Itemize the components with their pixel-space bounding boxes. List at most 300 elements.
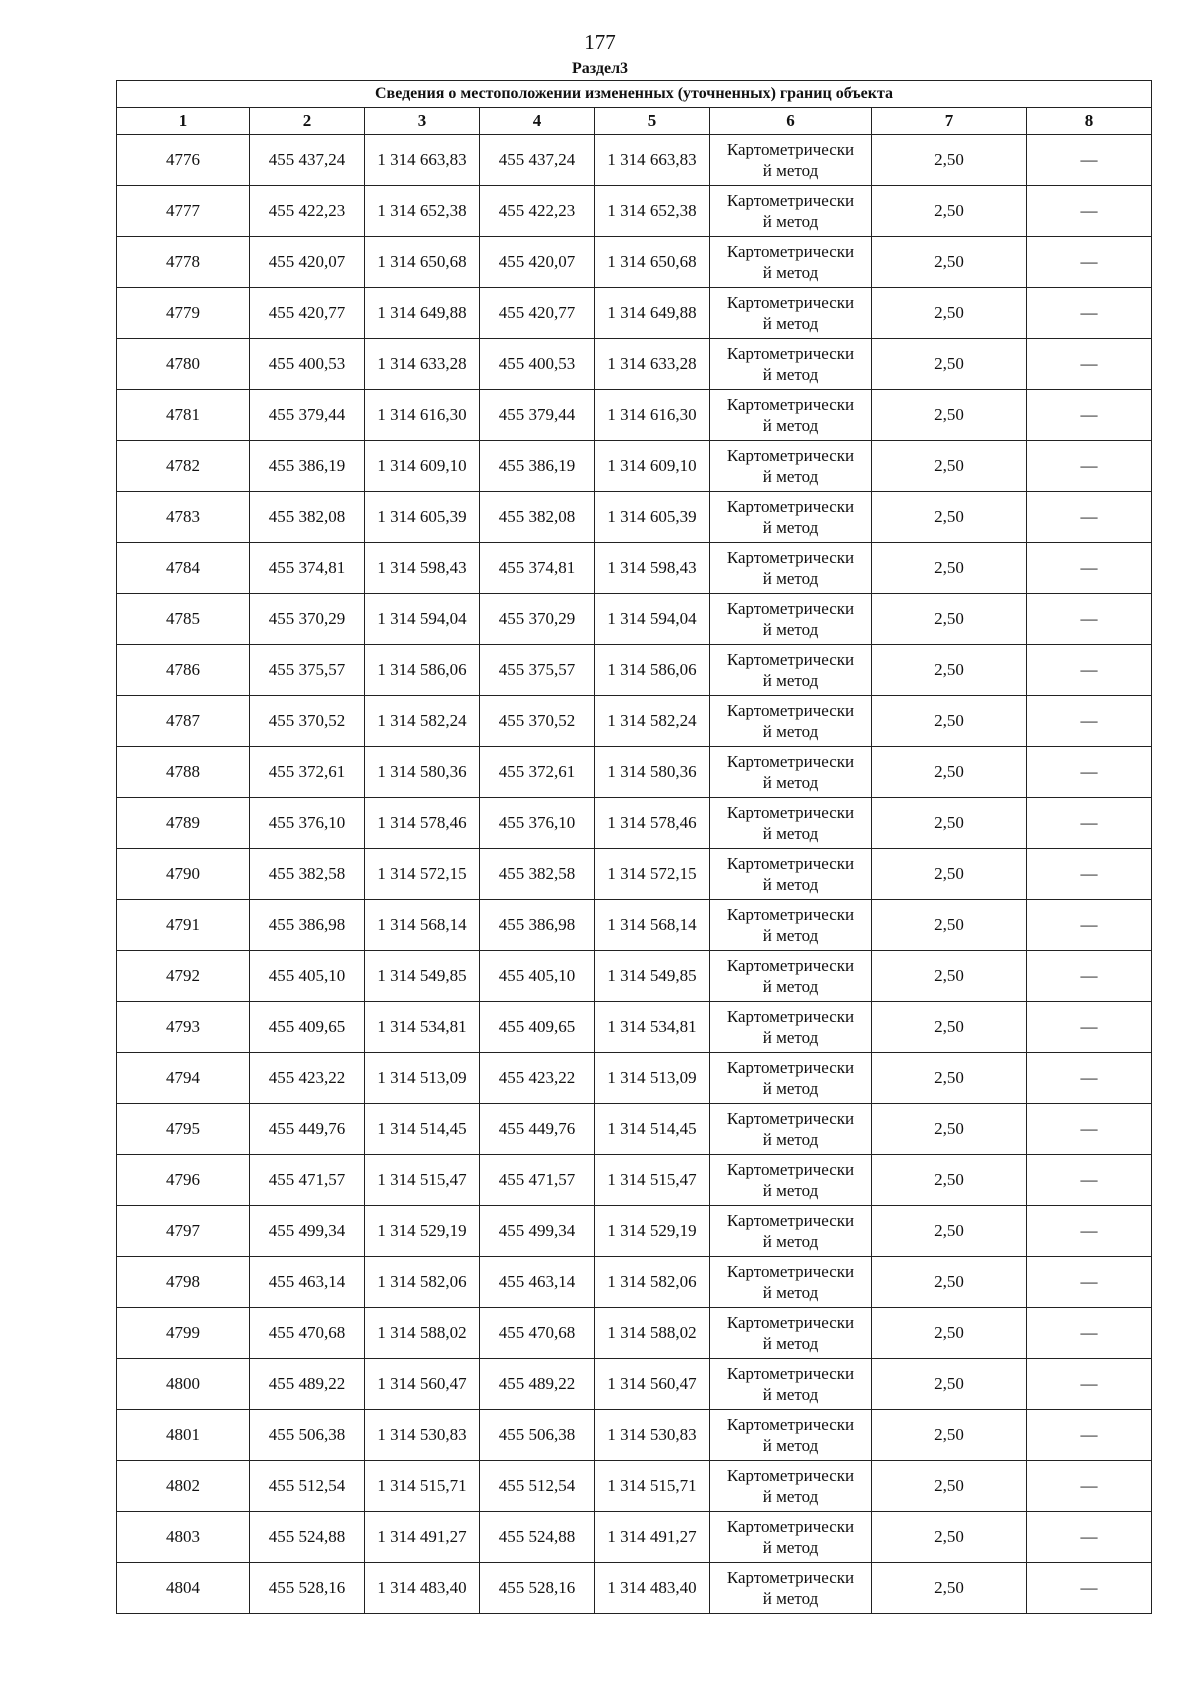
precision-cell: 2,50	[872, 1563, 1027, 1614]
table-cell: 4803	[117, 1512, 250, 1563]
empty-mark-cell: —	[1027, 1206, 1152, 1257]
table-cell: 455 489,22	[480, 1359, 595, 1410]
method-text-line2: й метод	[762, 1487, 819, 1506]
table-cell: 4780	[117, 339, 250, 390]
table-cell: 1 314 549,85	[595, 951, 710, 1002]
column-header-2: 2	[250, 108, 365, 135]
empty-mark-cell: —	[1027, 390, 1152, 441]
table-cell: 1 314 605,39	[595, 492, 710, 543]
table-row	[117, 288, 1152, 339]
method-text-line2: й метод	[762, 161, 819, 180]
method-text-line1: Картометрически	[726, 905, 855, 924]
method-text-line1: Картометрически	[726, 344, 855, 363]
table-cell: 455 386,19	[480, 441, 595, 492]
method-text-line1: Картометрически	[726, 1568, 855, 1587]
table-cell: 4781	[117, 390, 250, 441]
column-header-4: 4	[480, 108, 595, 135]
method-text-line2: й метод	[762, 671, 819, 690]
method-text-line2: й метод	[762, 1130, 819, 1149]
empty-mark-cell: —	[1027, 1512, 1152, 1563]
table-cell: 455 471,57	[250, 1155, 365, 1206]
table-cell: 455 506,38	[250, 1410, 365, 1461]
empty-mark-cell: —	[1027, 951, 1152, 1002]
empty-mark-cell: —	[1027, 492, 1152, 543]
table-cell: 455 376,10	[480, 798, 595, 849]
method-text-line2: й метод	[762, 875, 819, 894]
method-text-line1: Картометрически	[726, 1160, 855, 1179]
empty-mark-cell: —	[1027, 441, 1152, 492]
method-text-line2: й метод	[762, 977, 819, 996]
precision-cell: 2,50	[872, 390, 1027, 441]
table-body	[117, 135, 1152, 1614]
table-cell: 455 405,10	[250, 951, 365, 1002]
table-cell: 455 374,81	[250, 543, 365, 594]
table-row	[117, 951, 1152, 1002]
table-cell: 1 314 534,81	[365, 1002, 480, 1053]
table-cell: 1 314 572,15	[595, 849, 710, 900]
empty-mark-cell: —	[1027, 1053, 1152, 1104]
table-row	[117, 900, 1152, 951]
method-text-line2: й метод	[762, 1079, 819, 1098]
method-text-line2: й метод	[762, 467, 819, 486]
table-cell: 1 314 652,38	[365, 186, 480, 237]
method-text-line1: Картометрически	[726, 1415, 855, 1434]
table-cell: 1 314 560,47	[365, 1359, 480, 1410]
table-cell: 1 314 598,43	[595, 543, 710, 594]
page-number: 177	[584, 30, 616, 54]
table-cell: 1 314 663,83	[595, 135, 710, 186]
table-cell: 1 314 483,40	[365, 1563, 480, 1614]
table-cell: 455 382,08	[250, 492, 365, 543]
table-cell: 4790	[117, 849, 250, 900]
method-cell	[710, 1257, 872, 1308]
empty-mark-cell: —	[1027, 186, 1152, 237]
table-cell: 455 372,61	[250, 747, 365, 798]
table-cell: 455 423,22	[480, 1053, 595, 1104]
table-cell: 1 314 568,14	[365, 900, 480, 951]
precision-cell: 2,50	[872, 849, 1027, 900]
method-text-line1: Картометрически	[726, 1211, 855, 1230]
method-cell	[710, 747, 872, 798]
table-cell: 455 422,23	[250, 186, 365, 237]
table-cell: 455 437,24	[250, 135, 365, 186]
method-text-line2: й метод	[762, 1283, 819, 1302]
table-cell: 1 314 605,39	[365, 492, 480, 543]
precision-cell: 2,50	[872, 1512, 1027, 1563]
precision-cell: 2,50	[872, 1002, 1027, 1053]
method-text-line2: й метод	[762, 1589, 819, 1608]
table-cell: 455 379,44	[250, 390, 365, 441]
table-row	[117, 1359, 1152, 1410]
table-row	[117, 696, 1152, 747]
table-cell: 1 314 609,10	[365, 441, 480, 492]
method-cell	[710, 1512, 872, 1563]
method-text-line1: Картометрически	[726, 599, 855, 618]
table-cell: 4785	[117, 594, 250, 645]
table-cell: 1 314 560,47	[595, 1359, 710, 1410]
table-cell: 1 314 616,30	[595, 390, 710, 441]
table-cell: 4793	[117, 1002, 250, 1053]
precision-cell: 2,50	[872, 696, 1027, 747]
method-text-line1: Картометрически	[726, 854, 855, 873]
precision-cell: 2,50	[872, 1308, 1027, 1359]
method-cell	[710, 543, 872, 594]
table-row	[117, 1104, 1152, 1155]
method-text-line2: й метод	[762, 518, 819, 537]
table-cell: 455 437,24	[480, 135, 595, 186]
table-cell: 1 314 515,47	[595, 1155, 710, 1206]
precision-cell: 2,50	[872, 594, 1027, 645]
table-cell: 1 314 594,04	[365, 594, 480, 645]
table-cell: 4804	[117, 1563, 250, 1614]
method-cell	[710, 288, 872, 339]
precision-cell: 2,50	[872, 1104, 1027, 1155]
empty-mark-cell: —	[1027, 135, 1152, 186]
table-cell: 4791	[117, 900, 250, 951]
method-text-line2: й метод	[762, 773, 819, 792]
table-cell: 1 314 530,83	[595, 1410, 710, 1461]
method-text-line1: Картометрически	[726, 803, 855, 822]
method-text-line1: Картометрически	[726, 1466, 855, 1485]
empty-mark-cell: —	[1027, 339, 1152, 390]
table-cell: 1 314 594,04	[595, 594, 710, 645]
empty-mark-cell: —	[1027, 747, 1152, 798]
method-text-line2: й метод	[762, 212, 819, 231]
table-cell: 4788	[117, 747, 250, 798]
method-text-line2: й метод	[762, 569, 819, 588]
table-row	[117, 186, 1152, 237]
table-cell: 455 470,68	[250, 1308, 365, 1359]
table-row	[117, 492, 1152, 543]
table-cell: 455 386,19	[250, 441, 365, 492]
table-cell: 1 314 513,09	[365, 1053, 480, 1104]
method-cell	[710, 594, 872, 645]
method-text-line2: й метод	[762, 1334, 819, 1353]
table-cell: 455 409,65	[480, 1002, 595, 1053]
table-cell: 1 314 515,71	[595, 1461, 710, 1512]
precision-cell: 2,50	[872, 1257, 1027, 1308]
table-cell: 455 372,61	[480, 747, 595, 798]
table-cell: 455 489,22	[250, 1359, 365, 1410]
method-text-line1: Картометрически	[726, 1109, 855, 1128]
table-cell: 455 382,58	[250, 849, 365, 900]
empty-mark-cell: —	[1027, 798, 1152, 849]
empty-mark-cell: —	[1027, 1563, 1152, 1614]
table-cell: 1 314 582,24	[595, 696, 710, 747]
method-cell	[710, 339, 872, 390]
empty-mark-cell: —	[1027, 645, 1152, 696]
table-row	[117, 339, 1152, 390]
precision-cell: 2,50	[872, 951, 1027, 1002]
table-row	[117, 1257, 1152, 1308]
table-row	[117, 1155, 1152, 1206]
table-cell: 1 314 650,68	[595, 237, 710, 288]
empty-mark-cell: —	[1027, 1461, 1152, 1512]
table-row	[117, 1461, 1152, 1512]
method-text-line1: Картометрически	[726, 395, 855, 414]
table-row	[117, 798, 1152, 849]
method-text-line1: Картометрически	[726, 1262, 855, 1281]
precision-cell: 2,50	[872, 747, 1027, 798]
precision-cell: 2,50	[872, 798, 1027, 849]
section-title: Раздел3	[571, 60, 629, 77]
precision-cell: 2,50	[872, 441, 1027, 492]
table-cell: 1 314 578,46	[595, 798, 710, 849]
empty-mark-cell: —	[1027, 237, 1152, 288]
table-cell: 455 470,68	[480, 1308, 595, 1359]
table-cell: 1 314 572,15	[365, 849, 480, 900]
table-cell: 1 314 534,81	[595, 1002, 710, 1053]
table-cell: 4786	[117, 645, 250, 696]
precision-cell: 2,50	[872, 1410, 1027, 1461]
table-cell: 4783	[117, 492, 250, 543]
table-cell: 1 314 529,19	[365, 1206, 480, 1257]
table-cell: 455 379,44	[480, 390, 595, 441]
table-cell: 455 449,76	[480, 1104, 595, 1155]
method-cell	[710, 135, 872, 186]
precision-cell: 2,50	[872, 900, 1027, 951]
method-text-line2: й метод	[762, 263, 819, 282]
table-cell: 455 463,14	[480, 1257, 595, 1308]
table-cell: 1 314 652,38	[595, 186, 710, 237]
table-row	[117, 543, 1152, 594]
table-cell: 1 314 530,83	[365, 1410, 480, 1461]
table-cell: 455 420,77	[250, 288, 365, 339]
table-cell: 4779	[117, 288, 250, 339]
table-cell: 1 314 483,40	[595, 1563, 710, 1614]
method-text-line2: й метод	[762, 1181, 819, 1200]
method-text-line2: й метод	[762, 1538, 819, 1557]
method-cell	[710, 951, 872, 1002]
method-cell	[710, 645, 872, 696]
table-cell: 455 524,88	[480, 1512, 595, 1563]
table-cell: 455 512,54	[480, 1461, 595, 1512]
method-cell	[710, 1410, 872, 1461]
table-row	[117, 747, 1152, 798]
table-cell: 455 409,65	[250, 1002, 365, 1053]
precision-cell: 2,50	[872, 1053, 1027, 1104]
method-text-line1: Картометрически	[726, 1364, 855, 1383]
method-cell	[710, 1206, 872, 1257]
table-cell: 1 314 513,09	[595, 1053, 710, 1104]
column-header-8: 8	[1027, 108, 1152, 135]
table-cell: 1 314 491,27	[595, 1512, 710, 1563]
table-row	[117, 1053, 1152, 1104]
empty-mark-cell: —	[1027, 543, 1152, 594]
method-cell	[710, 900, 872, 951]
table-cell: 455 405,10	[480, 951, 595, 1002]
table-cell: 455 375,57	[480, 645, 595, 696]
method-cell	[710, 237, 872, 288]
table-cell: 455 422,23	[480, 186, 595, 237]
method-text-line2: й метод	[762, 1232, 819, 1251]
table-cell: 455 370,52	[480, 696, 595, 747]
method-cell	[710, 1104, 872, 1155]
precision-cell: 2,50	[872, 1155, 1027, 1206]
method-cell	[710, 441, 872, 492]
table-cell: 455 370,29	[480, 594, 595, 645]
precision-cell: 2,50	[872, 186, 1027, 237]
table-cell: 1 314 588,02	[595, 1308, 710, 1359]
table-cell: 1 314 598,43	[365, 543, 480, 594]
table-cell: 4782	[117, 441, 250, 492]
method-text-line1: Картометрически	[726, 956, 855, 975]
table-row	[117, 237, 1152, 288]
method-text-line2: й метод	[762, 926, 819, 945]
table-cell: 1 314 663,83	[365, 135, 480, 186]
method-cell	[710, 1461, 872, 1512]
precision-cell: 2,50	[872, 543, 1027, 594]
precision-cell: 2,50	[872, 237, 1027, 288]
empty-mark-cell: —	[1027, 1257, 1152, 1308]
table-row	[117, 390, 1152, 441]
table-row	[117, 1512, 1152, 1563]
table-cell: 455 499,34	[480, 1206, 595, 1257]
table-cell: 455 400,53	[250, 339, 365, 390]
table-row	[117, 594, 1152, 645]
table-cell: 1 314 582,24	[365, 696, 480, 747]
table-row	[117, 849, 1152, 900]
method-text-line1: Картометрически	[726, 497, 855, 516]
table-cell: 1 314 582,06	[595, 1257, 710, 1308]
method-text-line2: й метод	[762, 1385, 819, 1404]
table-cell: 1 314 586,06	[595, 645, 710, 696]
table-cell: 455 370,29	[250, 594, 365, 645]
method-cell	[710, 186, 872, 237]
method-text-line2: й метод	[762, 1028, 819, 1047]
method-text-line2: й метод	[762, 314, 819, 333]
method-text-line1: Картометрически	[726, 701, 855, 720]
column-header-5: 5	[595, 108, 710, 135]
empty-mark-cell: —	[1027, 288, 1152, 339]
table-cell: 455 370,52	[250, 696, 365, 747]
method-text-line2: й метод	[762, 416, 819, 435]
empty-mark-cell: —	[1027, 900, 1152, 951]
table-cell: 1 314 582,06	[365, 1257, 480, 1308]
table-cell: 4800	[117, 1359, 250, 1410]
method-cell	[710, 798, 872, 849]
table-row	[117, 1308, 1152, 1359]
method-text-line2: й метод	[762, 620, 819, 639]
method-text-line1: Картометрически	[726, 1313, 855, 1332]
table-cell: 455 506,38	[480, 1410, 595, 1461]
table-cell: 4792	[117, 951, 250, 1002]
table-cell: 1 314 609,10	[595, 441, 710, 492]
table-cell: 4801	[117, 1410, 250, 1461]
precision-cell: 2,50	[872, 288, 1027, 339]
table-cell: 1 314 649,88	[595, 288, 710, 339]
method-text-line1: Картометрически	[726, 293, 855, 312]
method-text-line1: Картометрически	[726, 191, 855, 210]
table-row	[117, 135, 1152, 186]
table-cell: 455 374,81	[480, 543, 595, 594]
table-cell: 1 314 529,19	[595, 1206, 710, 1257]
method-cell	[710, 390, 872, 441]
table-cell: 4778	[117, 237, 250, 288]
table-cell: 1 314 633,28	[365, 339, 480, 390]
table-caption: Сведения о местоположении измененных (уточненных) границ объекта	[117, 81, 1152, 108]
table-cell: 455 386,98	[250, 900, 365, 951]
empty-mark-cell: —	[1027, 696, 1152, 747]
precision-cell: 2,50	[872, 135, 1027, 186]
table-cell: 4777	[117, 186, 250, 237]
empty-mark-cell: —	[1027, 1155, 1152, 1206]
table-cell: 455 449,76	[250, 1104, 365, 1155]
method-text-line1: Картометрически	[726, 1517, 855, 1536]
table-cell: 455 420,07	[480, 237, 595, 288]
table-cell: 455 528,16	[480, 1563, 595, 1614]
empty-mark-cell: —	[1027, 1410, 1152, 1461]
table-row	[117, 1410, 1152, 1461]
method-text-line1: Картометрически	[726, 650, 855, 669]
table-cell: 1 314 649,88	[365, 288, 480, 339]
table-cell: 4799	[117, 1308, 250, 1359]
table-cell: 455 375,57	[250, 645, 365, 696]
table-cell: 455 463,14	[250, 1257, 365, 1308]
method-cell	[710, 1308, 872, 1359]
table-cell: 1 314 549,85	[365, 951, 480, 1002]
table-cell: 1 314 633,28	[595, 339, 710, 390]
table-cell: 455 423,22	[250, 1053, 365, 1104]
precision-cell: 2,50	[872, 492, 1027, 543]
empty-mark-cell: —	[1027, 1002, 1152, 1053]
table-row	[117, 645, 1152, 696]
method-text-line1: Картометрически	[726, 1007, 855, 1026]
method-text-line2: й метод	[762, 365, 819, 384]
precision-cell: 2,50	[872, 1206, 1027, 1257]
table-cell: 1 314 650,68	[365, 237, 480, 288]
table-cell: 455 524,88	[250, 1512, 365, 1563]
table-cell: 1 314 616,30	[365, 390, 480, 441]
table-cell: 1 314 568,14	[595, 900, 710, 951]
table-cell: 1 314 515,47	[365, 1155, 480, 1206]
table-cell: 455 382,08	[480, 492, 595, 543]
method-cell	[710, 492, 872, 543]
table-cell: 4798	[117, 1257, 250, 1308]
table-cell: 4796	[117, 1155, 250, 1206]
method-text-line1: Картометрически	[726, 446, 855, 465]
table-row	[117, 1563, 1152, 1614]
table-cell: 1 314 586,06	[365, 645, 480, 696]
table-cell: 1 314 491,27	[365, 1512, 480, 1563]
table-cell: 455 376,10	[250, 798, 365, 849]
precision-cell: 2,50	[872, 339, 1027, 390]
table-cell: 455 499,34	[250, 1206, 365, 1257]
table-cell: 4789	[117, 798, 250, 849]
table-cell: 1 314 514,45	[595, 1104, 710, 1155]
method-text-line1: Картометрически	[726, 140, 855, 159]
coordinates-table	[116, 80, 1152, 1614]
method-text-line1: Картометрически	[726, 242, 855, 261]
table-cell: 4776	[117, 135, 250, 186]
method-text-line2: й метод	[762, 1436, 819, 1455]
table-cell: 455 386,98	[480, 900, 595, 951]
table-cell: 455 382,58	[480, 849, 595, 900]
precision-cell: 2,50	[872, 645, 1027, 696]
table-cell: 4795	[117, 1104, 250, 1155]
table-cell: 4787	[117, 696, 250, 747]
method-cell	[710, 1053, 872, 1104]
table-cell: 4797	[117, 1206, 250, 1257]
column-number-row	[117, 108, 1152, 135]
method-cell	[710, 696, 872, 747]
table-cell: 4794	[117, 1053, 250, 1104]
table-row	[117, 441, 1152, 492]
column-header-6: 6	[710, 108, 872, 135]
method-text-line2: й метод	[762, 824, 819, 843]
method-cell	[710, 1359, 872, 1410]
table-cell: 455 512,54	[250, 1461, 365, 1512]
